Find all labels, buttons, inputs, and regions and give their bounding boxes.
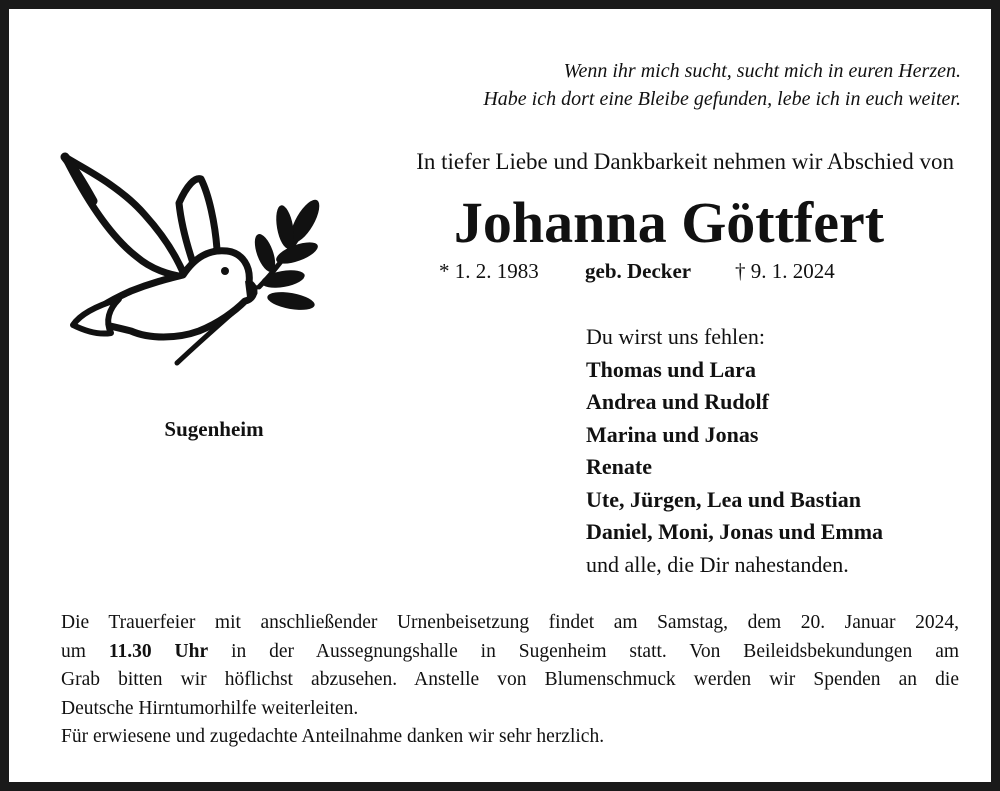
funeral-time-prefix: um: [61, 640, 86, 662]
death-date: † 9. 1. 2024: [735, 259, 835, 283]
mourners-list: [586, 321, 986, 581]
mourners-outro: und alle, die Dir nahestanden.: [586, 551, 849, 577]
poem-line-1: Wenn ihr mich sucht, sucht mich in euren Herzen.: [563, 60, 961, 82]
place-name: Sugenheim: [164, 417, 264, 441]
deceased-name: Johanna Göttfert: [453, 190, 885, 255]
birth-date: * 1. 2. 1983: [439, 259, 539, 283]
mourner-name: Daniel, Moni, Jonas und Emma: [586, 519, 884, 544]
farewell-intro: In tiefer Liebe und Dankbarkeit nehmen wir Abschied von: [416, 149, 954, 174]
funeral-thanks: Für erwiesene und zugedachte Anteilnahme danken wir sehr herzlich.: [61, 726, 605, 747]
funeral-location-text: in der Aussegnungshalle in Sugenheim statt. Von Beileidsbekundungen am: [231, 640, 960, 662]
funeral-line-1: Die Trauerfeier mit anschließender Urnenbeisetzung findet am Samstag, dem 20. Januar 2024,: [61, 612, 959, 633]
maiden-name: geb. Decker: [585, 259, 692, 283]
funeral-line-3: Grab bitten wir höflichst abzusehen. Anstelle von Blumenschmuck werden wir Spenden an die: [61, 669, 959, 690]
mourner-name: Ute, Jürgen, Lea und Bastian: [586, 486, 862, 512]
mourner-name: Renate: [586, 454, 652, 479]
funeral-line-2: [61, 638, 959, 667]
funeral-notice: [61, 609, 959, 752]
poem: [389, 57, 961, 113]
mourner-name: Andrea und Rudolf: [586, 389, 769, 414]
funeral-time: 11.30 Uhr: [108, 640, 209, 662]
mourner-name: Marina und Jonas: [586, 421, 759, 447]
mourner-name: Thomas und Lara: [586, 356, 756, 382]
poem-line-2: Habe ich dort eine Bleibe gefunden, lebe ich in euch weiter.: [483, 88, 961, 110]
mourners-intro: Du wirst uns fehlen:: [586, 324, 766, 349]
funeral-line-4: Deutsche Hirntumorhilfe weiterleiten.: [61, 697, 359, 719]
dove-with-olive-branch-icon: [59, 149, 329, 379]
